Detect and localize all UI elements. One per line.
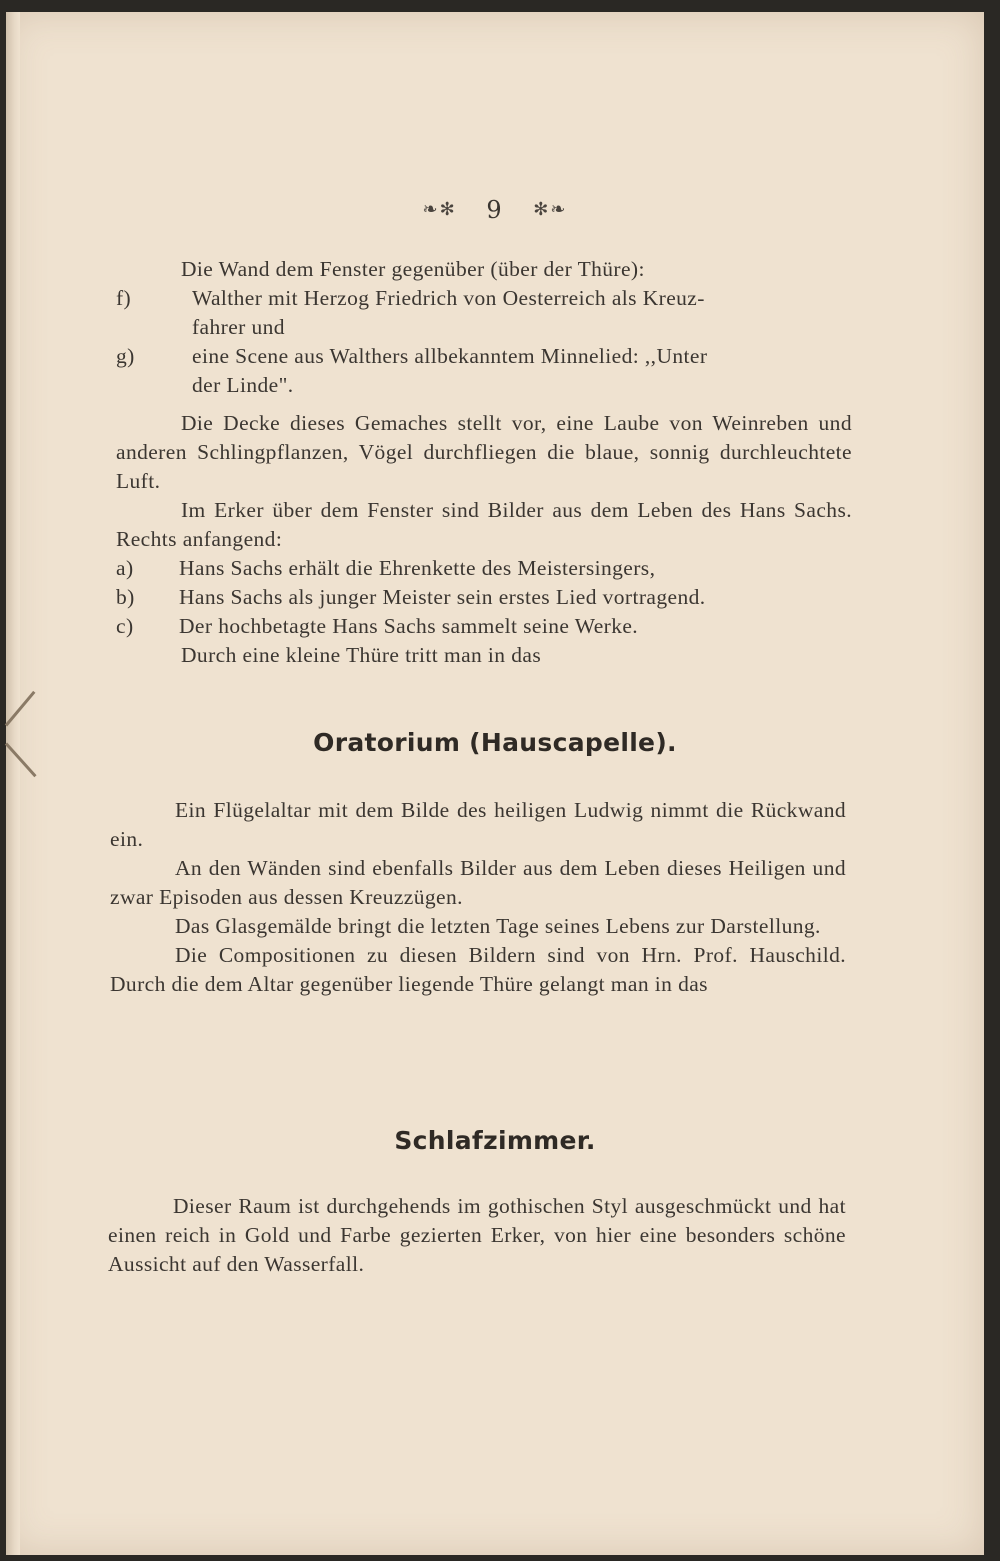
paragraph-erker: Im Erker über dem Fenster sind Bilder aus dem Leben des Hans Sachs. Rechts anfangend: bbox=[116, 498, 852, 551]
ornament-right-icon: ✻❧ bbox=[533, 199, 568, 220]
section-ceiling-text bbox=[6, 409, 984, 670]
page-header bbox=[6, 196, 984, 224]
section-oratorium-text bbox=[6, 796, 984, 999]
list-item: f) Walther mit Herzog Friedrich von Oesterreich als Kreuz- bbox=[116, 286, 705, 310]
list-item: a) Hans Sachs erhält die Ehrenkette des Meistersingers, bbox=[116, 556, 656, 580]
paragraph-ceiling: Die Decke dieses Gemaches stellt vor, eine Laube von Weinreben und anderen Schlingpflanzen, Vögel durchfliegen die blaue, sonnig durchleuchtete Luft. bbox=[116, 411, 852, 493]
list-item: g) eine Scene aus Walthers allbekanntem Minnelied: ,,Unter bbox=[116, 344, 708, 368]
list-item-continuation: fahrer und bbox=[192, 315, 285, 339]
paragraph-oratorium-2: An den Wänden sind ebenfalls Bilder aus dem Leben dieses Heiligen und zwar Episoden aus dessen Kreuzzügen. bbox=[110, 856, 846, 909]
heading-schlafzimmer: Schlafzimmer. bbox=[394, 1126, 596, 1155]
paragraph-schlafzimmer: Dieser Raum ist durchgehends im gothischen Styl ausgeschmückt und hat einen reich in Gold und Farbe gezierten Erker, von hier eine besonders schöne Aussicht auf den Wasserfall. bbox=[108, 1194, 846, 1276]
book-page bbox=[6, 12, 984, 1555]
list-item: c) Der hochbetagte Hans Sachs sammelt seine Werke. bbox=[116, 614, 639, 638]
wall-intro: Die Wand dem Fenster gegenüber (über der Thüre): bbox=[181, 257, 645, 281]
list-item: b) Hans Sachs als junger Meister sein erstes Lied vortragend. bbox=[116, 585, 706, 609]
list-item-continuation: der Linde". bbox=[192, 373, 294, 397]
section-wall-text bbox=[6, 255, 984, 400]
heading-oratorium: Oratorium (Hauscapelle). bbox=[313, 728, 677, 757]
paragraph-oratorium-3: Das Glasgemälde bringt die letzten Tage seines Lebens zur Darstellung. bbox=[175, 914, 821, 938]
page-binding-edge bbox=[6, 12, 20, 1555]
paragraph-oratorium-1: Ein Flügelaltar mit dem Bilde des heiligen Ludwig nimmt die Rückwand ein. bbox=[110, 798, 846, 851]
page-number: 9 bbox=[486, 196, 504, 224]
ornament-left-icon: ❧✻ bbox=[422, 199, 457, 220]
paragraph-door: Durch eine kleine Thüre tritt man in das bbox=[181, 643, 542, 667]
paragraph-oratorium-4: Die Compositionen zu diesen Bildern sind von Hrn. Prof. Hauschild. Durch die dem Altar gegenüber liegende Thüre gelangt man in das bbox=[110, 943, 846, 996]
section-schlafzimmer-text bbox=[6, 1192, 984, 1279]
